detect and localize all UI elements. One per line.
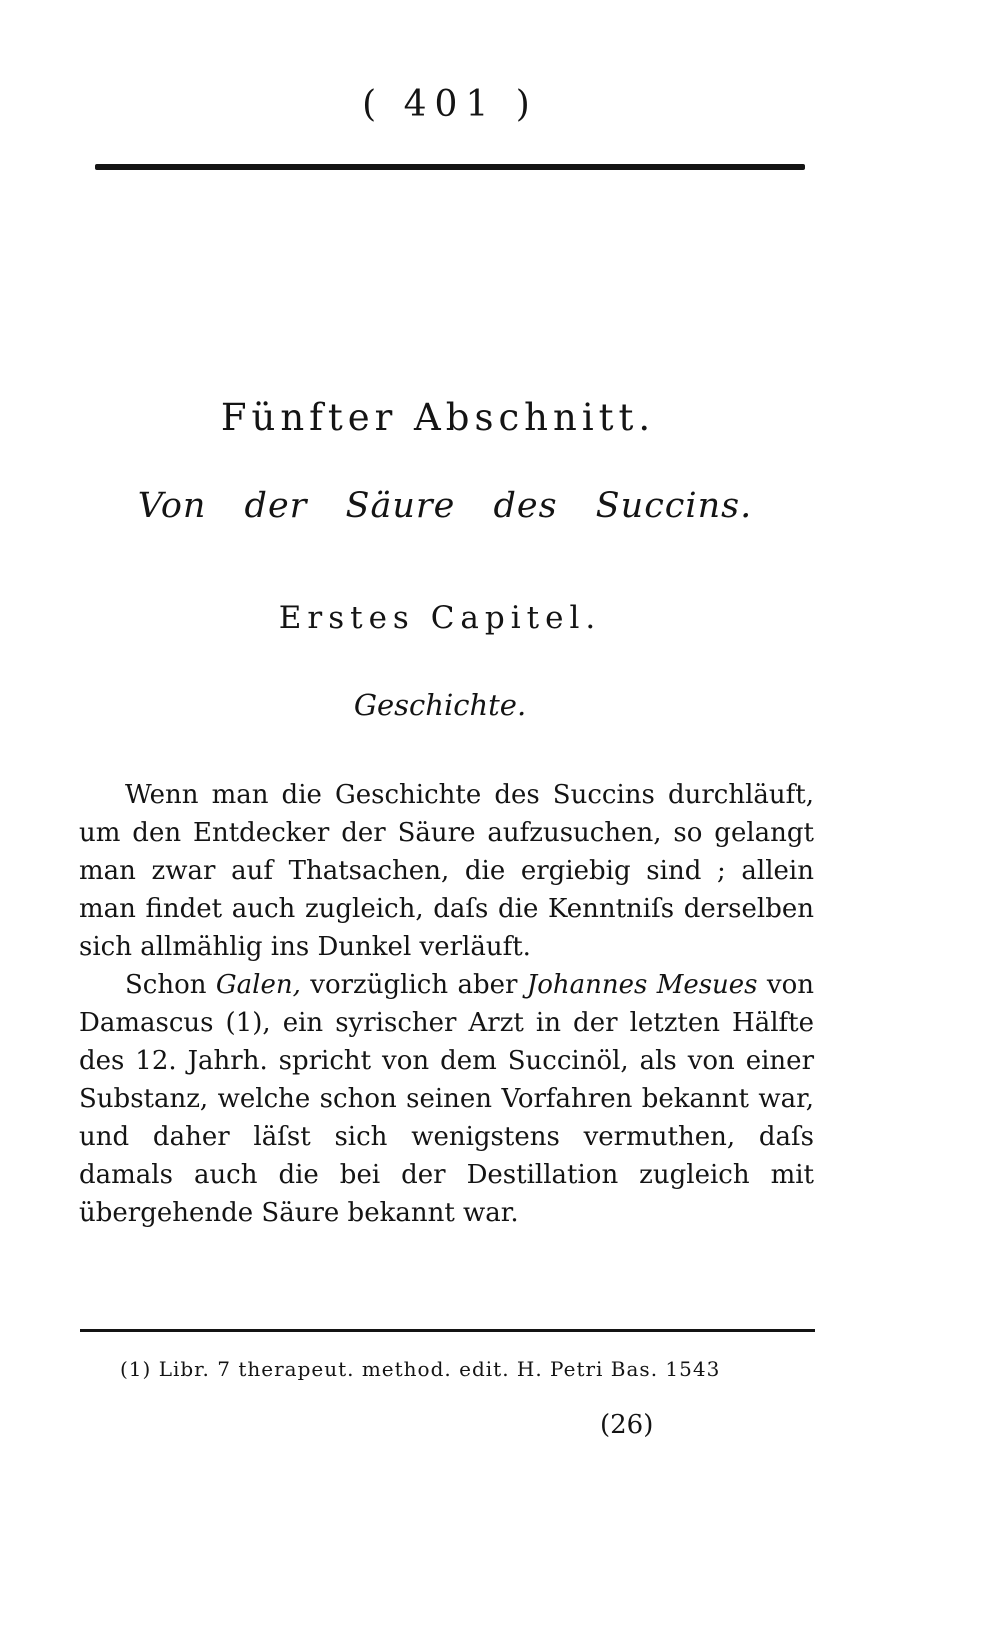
- paragraph-2-part-3: von Damascus (1), ein syrischer Arzt in der letzten Hälfte des 12. Jahrh. spricht von dem Succinöl, als von einer Substanz, welche schon seinen Vorfahren bekannt war, und daher läſst sich wenigstens vermuthen, daſs damals auch die bei der Destillation zugleich mit übergehende Säure bekannt war.: [79, 970, 814, 1228]
- signature-mark: (26): [600, 1410, 654, 1440]
- paragraph-2-part-2: vorzüglich aber: [300, 970, 527, 1000]
- name-johannes-mesues: Johannes Mesues: [526, 970, 758, 1000]
- section-subtitle: Von der Säure des Succins.: [137, 486, 753, 526]
- chapter-title: Erstes Capitel.: [278, 600, 602, 636]
- footnote: (1) Libr. 7 therapeut. method. edit. H. Petri Bas. 1543: [120, 1357, 721, 1381]
- section-title: Fünfter Abschnitt.: [220, 396, 656, 439]
- paragraph-2-part-1: Schon: [125, 970, 216, 1000]
- chapter-subtitle: Geschichte.: [353, 688, 527, 722]
- footnote-rule: [80, 1329, 815, 1332]
- page-number: ( 401 ): [362, 84, 538, 125]
- paragraph-2: [79, 966, 814, 1232]
- header-rule: [95, 164, 805, 170]
- name-galen: Galen,: [215, 970, 301, 1000]
- paragraph-1: Wenn man die Geschichte des Succins durchläuft, um den Entdecker der Säure aufzusuchen, so gelangt man zwar auf Thatsachen, die ergiebig sind ; allein man findet auch zugleich, daſs die Kenntniſs derselben sich allmählig ins Dunkel verläuft.: [79, 780, 814, 962]
- body-text: [79, 776, 814, 1232]
